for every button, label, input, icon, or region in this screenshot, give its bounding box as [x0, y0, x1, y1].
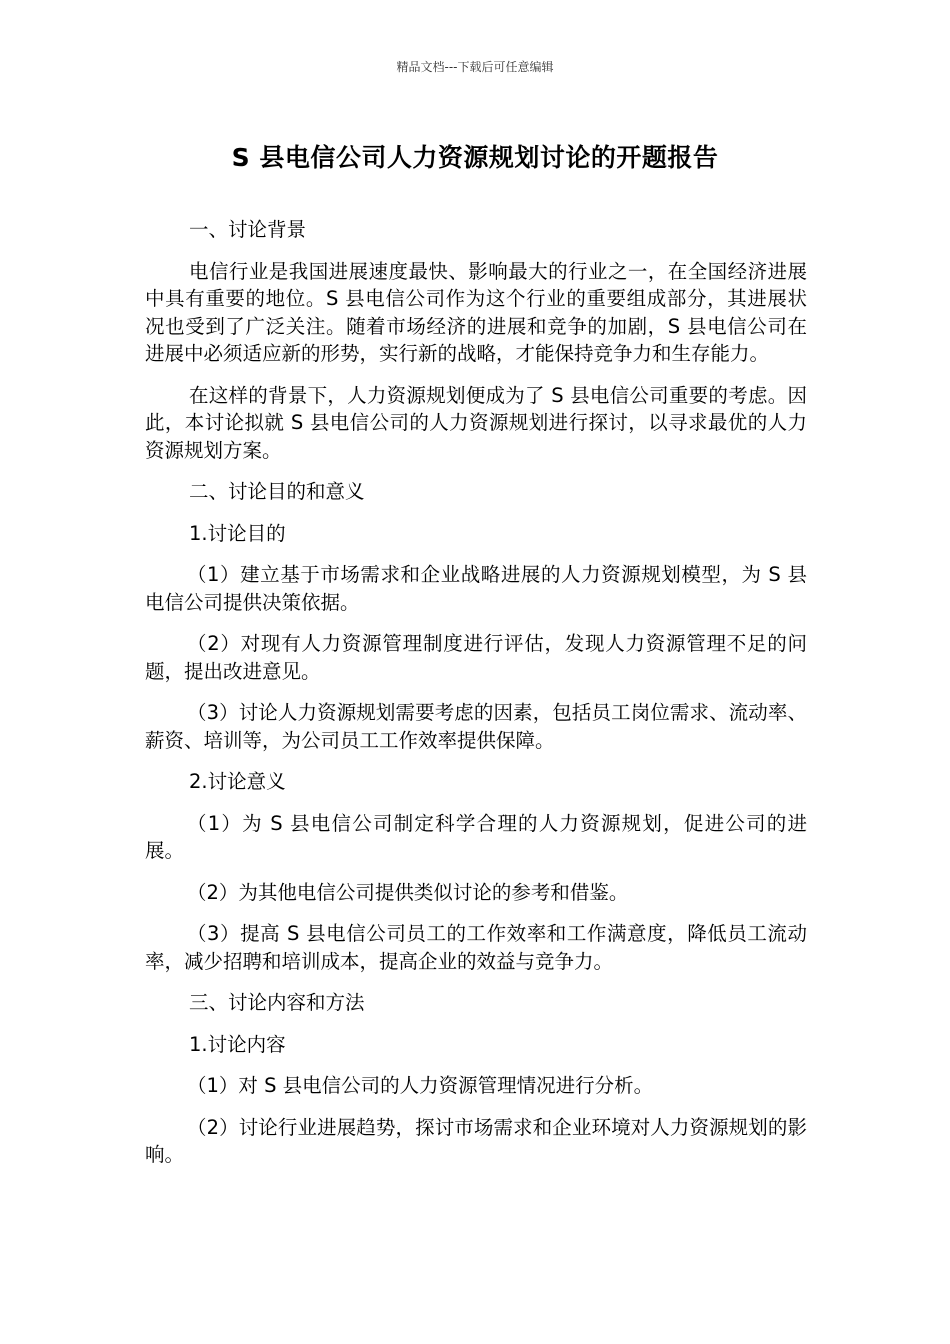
- list-item: （3）提高 S 县电信公司员工的工作效率和工作满意度，降低员工流动率，减少招聘和培训成本，提高企业的效益与竞争力。: [145, 922, 807, 973]
- list-item: （2）讨论行业进展趋势，探讨市场需求和企业环境对人力资源规划的影响。: [145, 1115, 807, 1166]
- list-item: （2）为其他电信公司提供类似讨论的参考和借鉴。: [187, 880, 629, 904]
- list-item: （3）讨论人力资源规划需要考虑的因素，包括员工岗位需求、流动率、薪资、培训等，为公司员工工作效率提供保障。: [145, 701, 807, 752]
- subsection-heading: 1.讨论内容: [189, 1032, 286, 1056]
- section-heading: 一、讨论背景: [189, 218, 307, 241]
- list-item: （1）建立基于市场需求和企业战略进展的人力资源规划模型，为 S 县电信公司提供决策依据。: [145, 563, 807, 614]
- list-item: （1）为 S 县电信公司制定科学合理的人力资源规划，促进公司的进展。: [145, 811, 807, 862]
- document-title: S 县电信公司人力资源规划讨论的开题报告: [231, 143, 719, 172]
- section-heading: 二、讨论目的和意义: [189, 480, 365, 503]
- body-paragraph: 电信行业是我国进展速度最快、影响最大的行业之一，在全国经济进展中具有重要的地位。S 县电信公司作为这个行业的重要组成部分，其进展状况也受到了广泛关注。随着市场经济的进展和竞争的加剧，S 县电信公司在进展中必须适应新的形势，实行新的战略，才能保持竞争力和生存能力。: [145, 259, 807, 365]
- body-paragraph: 在这样的背景下，人力资源规划便成为了 S 县电信公司重要的考虑。因此，本讨论拟就 S 县电信公司的人力资源规划进行探讨，以寻求最优的人力资源规划方案。: [145, 383, 807, 462]
- subsection-heading: 2.讨论意义: [189, 770, 286, 793]
- document-body: [145, 216, 807, 1183]
- page-header: 精品文档---下载后可任意编辑: [396, 60, 554, 74]
- list-item: （1）对 S 县电信公司的人力资源管理情况进行分析。: [187, 1074, 654, 1097]
- subsection-heading: 1.讨论目的: [189, 521, 286, 545]
- section-heading: 三、讨论内容和方法: [189, 991, 365, 1014]
- list-item: （2）对现有人力资源管理制度进行评估，发现人力资源管理不足的问题，提出改进意见。: [145, 632, 807, 683]
